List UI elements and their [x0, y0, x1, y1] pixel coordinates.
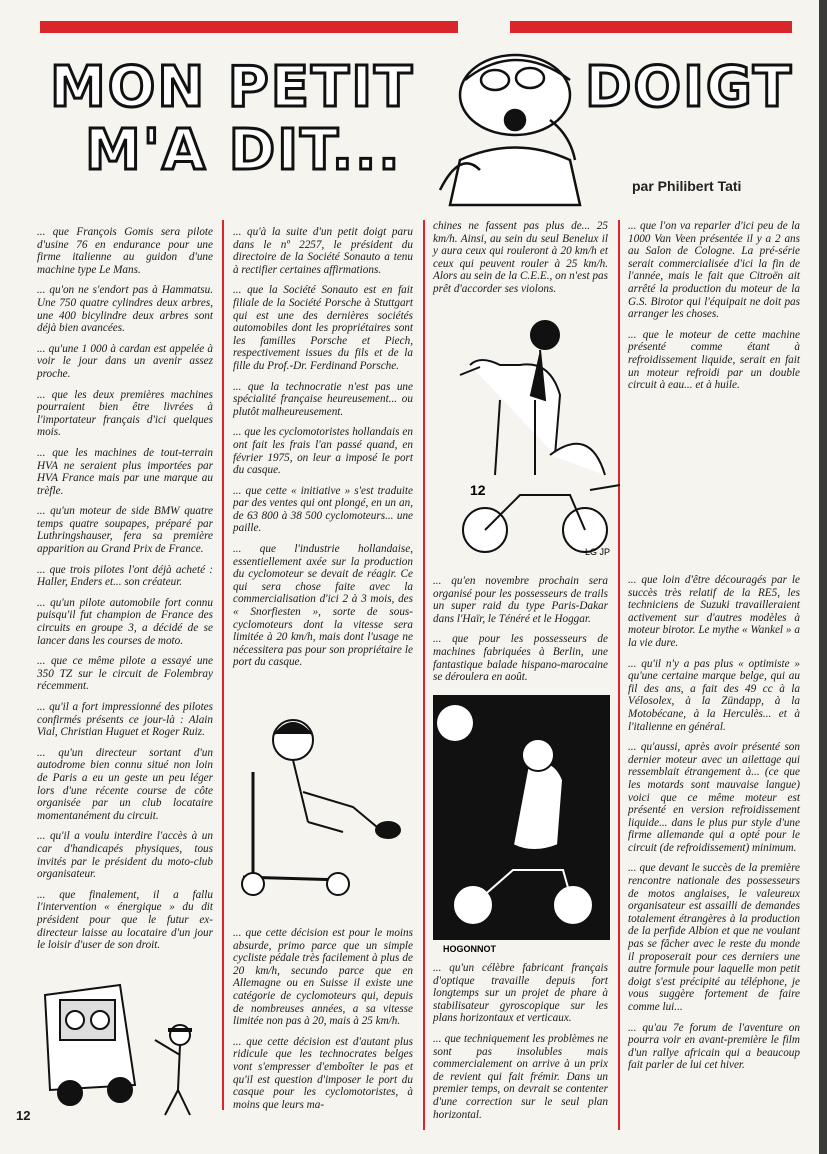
paragraph: ... que loin d'être découragés par le succès très relatif de la RE5, les techniciens de Suzuki travailleraient activement sur d'autres modèles à moteur birotor. Le mythe « Wankel » a la vie dure.: [628, 574, 800, 649]
text-column-2: [233, 226, 413, 677]
header-cartoon-illustration: [420, 40, 600, 210]
text-column-2-continued: [233, 927, 413, 1119]
paragraph: ... que cette décision est d'autant plus ridicule que les technocrates belges vont s'empresser d'emboîter le pas et qu'il est question d'imposer le port du casque pour les cyclomotoristes, à moins que leurs ma-: [233, 1035, 413, 1111]
paragraph: chines ne fassent pas plus de... 25 km/h. Ainsi, au sein du seul Benelux il y aura ceux qui rouleront à 20 km/h et ceux qui peuvent rouler à 25 km/h. Alors au sein de la C.E.E., on n'est pas prêt d'accorder ses violons.: [433, 220, 608, 295]
page-edge: [819, 0, 827, 1154]
text-column-1: [37, 226, 213, 960]
column-divider-2: [423, 220, 425, 1130]
scooter-cartoon-illustration: [233, 712, 413, 902]
paragraph: ... que les cyclomotoristes hollandais en ont fait les frais l'an passé quand, en février 1975, on leur a imposé le port du casque.: [233, 426, 413, 477]
paragraph: ... qu'aussi, après avoir présenté son dernier moteur avec un ailettage qui ressemblait étrangement à... (ce que les motards sont mauvaise langue) voici que ce même moteur est présenté en version refroidissement liquide... dans le plus pur style d'une firme allemande qui a opté pour le circuit (de refroidissement) minimum.: [628, 741, 800, 854]
text-column-3-bottom: [433, 962, 608, 1129]
headline-part-1: MON PETIT: [50, 55, 415, 120]
paragraph: ... qu'un célèbre fabricant français d'optique travaille depuis fort longtemps sur un projet de phare à stabilisateur gyroscopique sur les plans horizontaux et verticaux.: [433, 962, 608, 1025]
paragraph: ... que trois pilotes l'ont déjà acheté : Haller, Enders et... son créateur.: [37, 563, 213, 589]
text-column-3-continued: [433, 575, 608, 692]
paragraph: ... que l'on va reparler d'ici peu de la 1000 Van Veen présentée il y a 2 ans au Salon de Cologne. La pré-série serait commercialisée d'ici la fin de l'année, mais le fait que Citroën ait arrêté la production du moteur de la G.S. Birotor qui l'équipait ne doit pas arranger les choses.: [628, 220, 800, 321]
headline-part-3: M'A DIT...: [85, 118, 402, 183]
text-column-4: [628, 220, 800, 400]
paragraph: ... que devant le succès de la première rencontre nationale des possesseurs de motos anglaises, le valeureux organisateur est assailli de demandes totalement étrangères à la production de la perfide Albion et que ne voulant pas se fâcher avec le reste du monde il proposerait pour ces derniers une autre formule pour laquelle mon petit doigt s'est précipité au téléphone, je vous suggère fortement de faire comme lui...: [628, 862, 800, 1013]
column-divider-1: [222, 220, 224, 1110]
page-number: 12: [16, 1108, 31, 1123]
paragraph: ... qu'on ne s'endort pas à Hammatsu. Une 750 quatre cylindres deux arbres, une 400 bicylindre deux arbres sont déjà bien avancées.: [37, 284, 213, 335]
camel-motorbike-cartoon-illustration: [440, 305, 625, 570]
paragraph: ... qu'un directeur sortant d'un autodrome bien connu situé non loin de Paris a eu un geste un peu léger lors d'une récente course de côte organisée par un club locataire momentanément du circuit.: [37, 746, 213, 822]
paragraph: ... qu'il a voulu interdire l'accès à un car d'handicapés physiques, tous invités par le président du moto-club organisateur.: [37, 830, 213, 881]
paragraph: ... que l'industrie hollandaise, essentiellement axée sur la production du cyclomoteur se devait de réagir. Ce qui sera chose faite avec la commercialisation d'ici 2 à 3 mois, des « Snorfiesten », sorte de sous-cyclomoteurs dont la vitesse sera limitée à 20 km/h, mais dont l'usage ne nécessitera pas pour son propriétaire le port du casque.: [233, 543, 413, 669]
paragraph: ... qu'une 1 000 à cardan est appelée à voir le jour dans un avenir assez proche.: [37, 342, 213, 380]
paragraph: ... que pour les possesseurs de machines fabriquées à Berlin, une fantastique balade hispano-marocaine se déroulera en août.: [433, 633, 608, 684]
paragraph: ... que techniquement les problèmes ne sont pas insolubles mais commercialement on arrive à un prix de revient qui fait frémir. Dans un premier temps, on devrait se contenter d'une correction sur le seul plan horizontal.: [433, 1032, 608, 1121]
paragraph: ... que finalement, il a fallu l'intervention « énergique » du dit président pour que le futur ex-directeur laisse au locataire d'un jour le loisir d'user de son droit.: [37, 888, 213, 952]
cartoonist-signature-2: HOGONNOT: [443, 944, 496, 954]
header-red-bar-right: [510, 21, 792, 33]
paragraph: ... qu'un moteur de side BMW quatre temps quatre soupapes, préparé par Luthringshauser, fera sa première apparition au Grand Prix de France.: [37, 505, 213, 556]
bus-cartoon-illustration: [40, 975, 215, 1125]
header-red-bar-left: [40, 21, 458, 33]
paragraph: ... qu'au 7e forum de l'aventure on pourra voir en avant-première le film d'un rallye africain qui a beaucoup fait parler de lui cet hiver.: [628, 1021, 800, 1072]
paragraph: ... que ce même pilote a essayé une 350 TZ sur le circuit de Folembray récemment.: [37, 655, 213, 693]
paragraph: ... que le moteur de cette machine présenté comme étant à refroidissement liquide, serait en fait un moteur refroidi par un double circuit à eau... et à huile.: [628, 328, 800, 392]
byline: par Philibert Tati: [632, 178, 742, 194]
cartoonist-signature-1: LG JP: [585, 547, 611, 557]
paragraph: ... que les deux premières machines pourraient bien être livrées à l'importateur français d'ici quelques mois.: [37, 388, 213, 439]
paragraph: ... que la Société Sonauto est en fait filiale de la Société Porsche à Stuttgart qui est une des dernières sociétés automobiles dont les propriétaires sont les familles Porsche et Piech, respectivement issues du fils et de la fille du Prof.-Dr. Ferdinand Porsche.: [233, 284, 413, 372]
paragraph: ... qu'à la suite d'un petit doigt paru dans le nº 2257, le président du directoire de la Société Sonauto a tenu à rectifier certaines affirmations.: [233, 226, 413, 276]
paragraph: ... qu'un pilote automobile fort connu puisqu'il fut champion de France des circuits en groupe 3, a décidé de se lancer dans les courses de moto.: [37, 596, 213, 647]
svg-text:12: 12: [470, 482, 486, 498]
headline-part-2: DOIGT: [585, 55, 794, 120]
paragraph: ... que cette « initiative » s'est traduite par des ventes qui ont plongé, en un an, de 63 800 à 38 500 cyclomoteurs... une paille.: [233, 484, 413, 535]
paragraph: ... qu'en novembre prochain sera organisé pour les possesseurs de trails un super raid du type Paris-Dakar dans l'Haïr, le Ténéré et le Hoggar.: [433, 575, 608, 625]
paragraph: ... que la technocratie n'est pas une spécialité française heureusement... ou plutôt malheureusement.: [233, 380, 413, 418]
paragraph: ... qu'il n'y a pas plus « optimiste » qu'une certaine marque belge, qui au fil des ans, a fait des 49 cc à la Vélosolex, à la Zündapp, à la Motobécane, à la Herculès... et à l'italienne en général.: [628, 657, 800, 733]
paragraph: ... qu'il a fort impressionné des pilotes confirmés présents ce jour-là : Alain Vial, Christian Huguet et Roger Ruiz.: [37, 701, 213, 739]
night-rider-cartoon-illustration: [433, 695, 610, 957]
paragraph: ... que cette décision est pour le moins absurde, primo parce que un simple cycliste pédale très facilement à plus de 20 km/h, secundo parce que en Allemagne ou en Suisse il existe une catégorie de cyclomoteurs qui, depuis de nombreuses années, a sa vitesse limitée non pas à 20, mais à 25 km/h.: [233, 927, 413, 1028]
paragraph: ... que les machines de tout-terrain HVA ne seraient plus importées par HVA France mais par une marque au trèfle.: [37, 446, 213, 497]
text-column-4-continued: [628, 574, 800, 1080]
paragraph: ... que François Gomis sera pilote d'usine 76 en endurance pour une firme italienne au guidon d'une machine type Le Mans.: [37, 226, 213, 276]
text-column-3: [433, 220, 608, 304]
